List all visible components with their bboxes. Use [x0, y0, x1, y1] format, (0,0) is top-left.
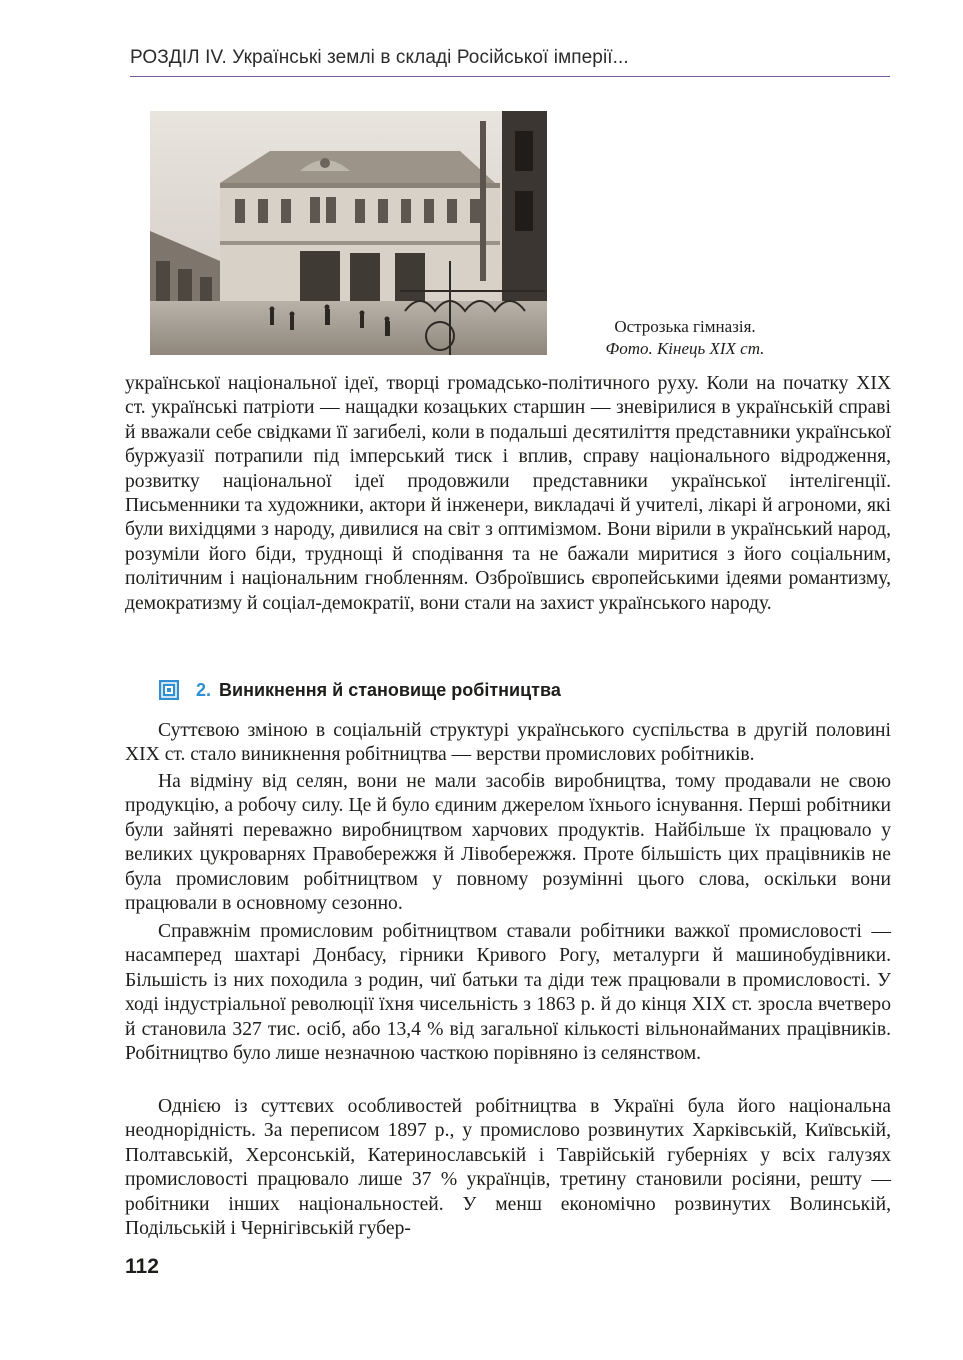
running-header: РОЗДІЛ IV. Українські землі в складі Російської імперії... — [130, 47, 629, 68]
section-title: Виникнення й становище робітництва — [219, 679, 561, 700]
intro-paragraph: української національної ідеї, творці громадсько-політичного руху. Коли на початку XIX ст. українські патріоти — нащадки козацьких старшин — зневірилися в українській справі й вважали себе свідками її загибелі, коли в подальші десятиліття представники української буржуазії потрапили під імперський тиск і вплив, справу національного відродження, розвитку національної ідеї продовжили представники української інтелігенції. Письменники та художники, актори й інженери, викладачі й учителі, лікарі й агрономи, які були вихідцями з народу, дивилися на світ з оптимізмом. Вони вірили в український народ, розуміли його біди, труднощі й сподівання та не бажали миритися з його соціальним, політичним і національним гнобленням. Озброївшись європейськими ідеями романтизму, демократизму й соціал-демократії, вони стали на захист українського народу. — [125, 373, 891, 614]
gymnasium-photo — [150, 111, 547, 355]
caption-title: Острозька гімназія. — [614, 317, 756, 336]
header-rule — [130, 76, 890, 77]
body-paragraph: На відміну від селян, вони не мали засобів виробництва, тому продавали не свою продукцію, а робочу силу. Це й було єдиним джерелом їхнього існування. Перші робітники були зайняті переважно виробництвом харчових продуктів. Найбільше їх працювало у великих цукроварнях Правобережжя й Лівобережжя. Проте більшість цих працівників не була промисловим робітництвом у повному розумінні цього слова, оскільки вони працювали в основному сезонно. — [125, 771, 891, 915]
page-number: 112 — [125, 1255, 159, 1278]
section-number: 2. — [196, 679, 212, 700]
body-paragraph: Суттєвою зміною в соціальній структурі українського суспільства в другій половині XIX ст. стало виникнення робітництва — верстви промислових робітників. — [125, 720, 891, 766]
section-marker-icon — [158, 679, 180, 701]
body-paragraph: Справжнім промисловим робітництвом ставали робітники важкої промисловості — насамперед шахтарі Донбасу, гірники Кривого Рогу, металурги й машинобудівники. Більшість із них походила з родин, чиї батьки та діди теж працювали в промисловості. У ході індустріальної революції їхня чисельність з 1863 р. й до кінця XIX ст. зросла вчетверо й становила 327 тис. осіб, або 13,4 % від загальної кількості вільнонайманих працівників. Робітництво було лише незначною часткою порівняно із селянством. — [125, 921, 891, 1065]
body-paragraph: Однією із суттєвих особливостей робітництва в Україні була його національна неоднорідність. За переписом 1897 р., у промислово розвинутих Харківській, Київській, Полтавській, Херсонській, Катеринославській і Таврійській губерніях у всіх галузях промисловості працювало лише 37 % українців, третину становили росіяни, решту — робітники інших національностей. У менш економічно розвинутих Волинській, Подільській і Чернігівській губер- — [125, 1096, 891, 1240]
photo-caption — [565, 316, 805, 360]
caption-date: Фото. Кінець XIX ст. — [605, 339, 765, 358]
section-heading — [158, 677, 561, 703]
